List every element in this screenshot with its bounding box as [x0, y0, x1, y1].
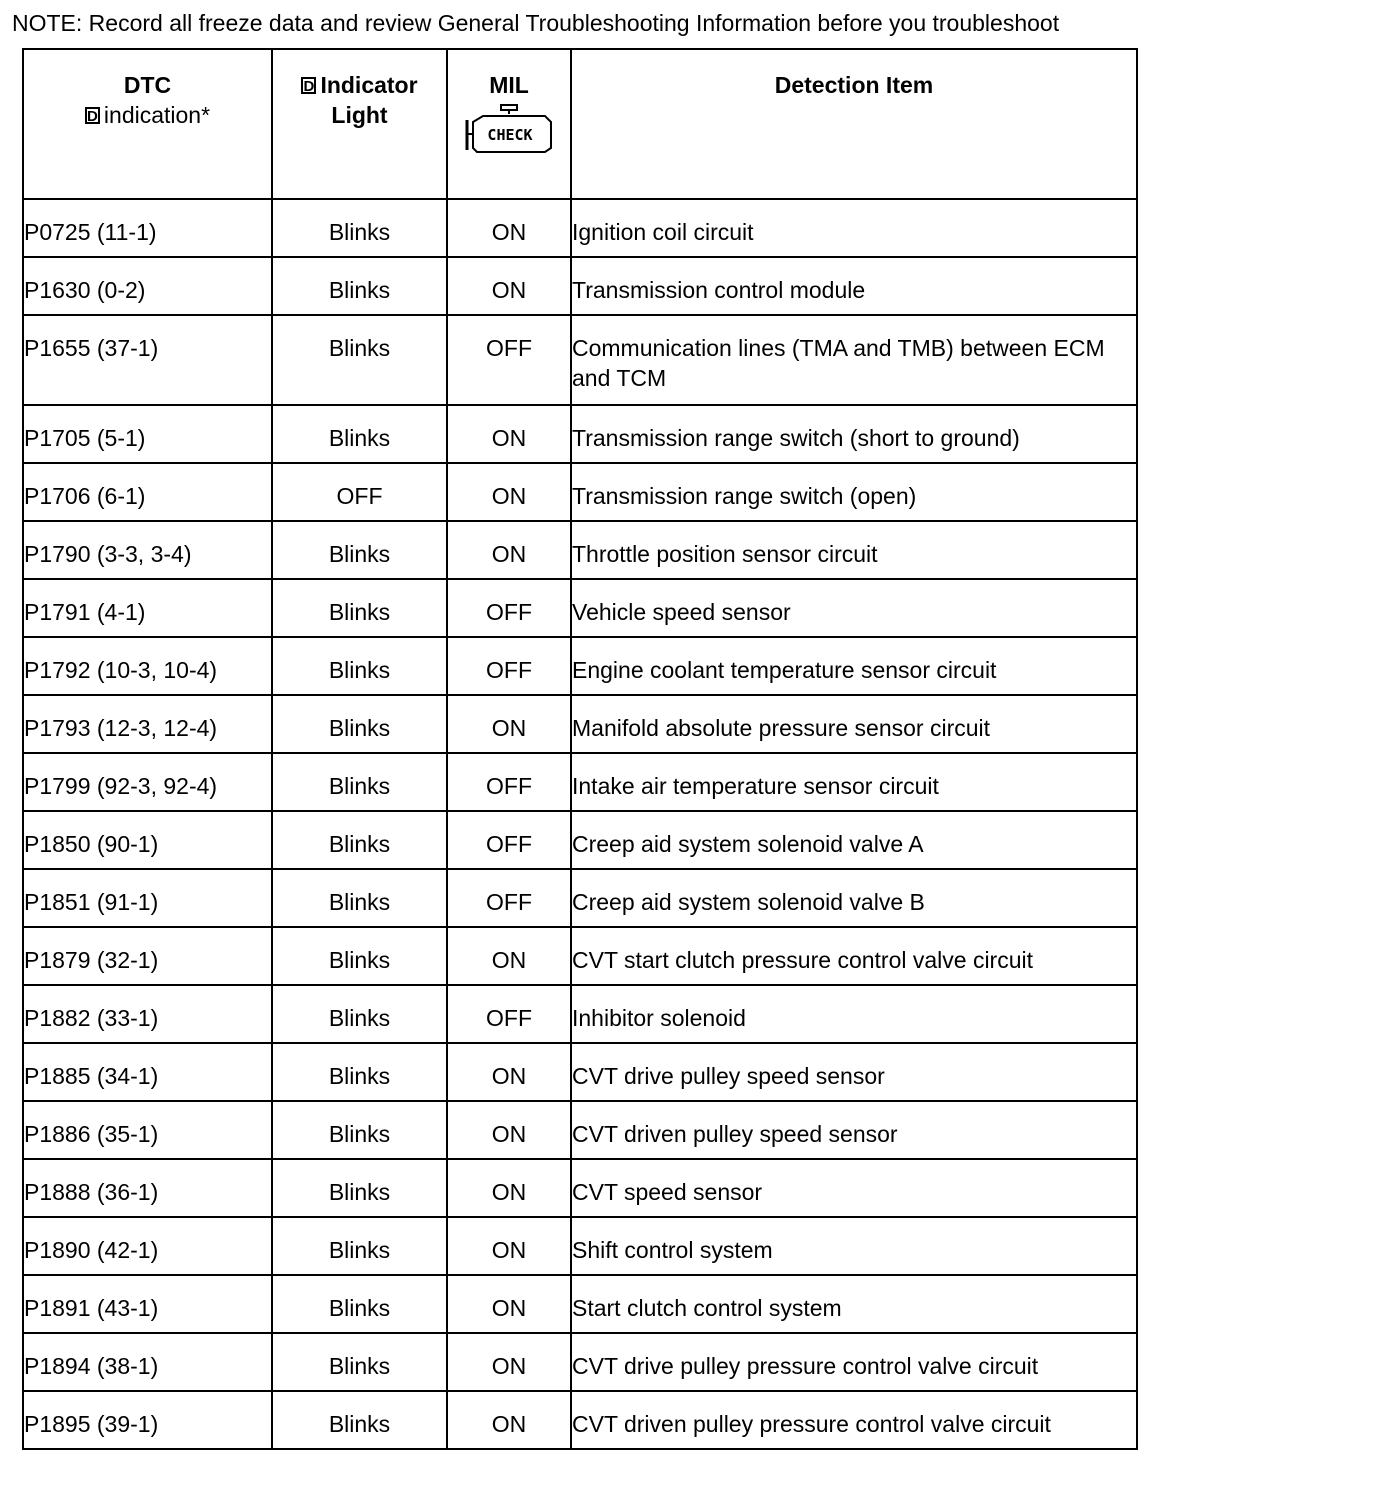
table-row [23, 1159, 1137, 1217]
indicator-light-cell: Blinks [272, 927, 447, 985]
mil-status-cell: ON [447, 927, 571, 985]
mil-status-cell: ON [447, 1043, 571, 1101]
dtc-code-cell: P1890 (42-1) [23, 1217, 272, 1275]
table-row [23, 1043, 1137, 1101]
detection-item-cell: Inhibitor solenoid [571, 985, 1137, 1043]
header-dtc-title: DTC [123, 72, 172, 98]
table-row [23, 1333, 1137, 1391]
detection-item-cell: Communication lines (TMA and TMB) between ECM and TCM [571, 315, 1137, 405]
check-engine-icon [461, 102, 557, 158]
mil-status-cell: OFF [447, 637, 571, 695]
dtc-table [22, 48, 1138, 1450]
indicator-light-cell: Blinks [272, 199, 447, 257]
mil-status-cell: OFF [447, 753, 571, 811]
indicator-light-cell: Blinks [272, 1391, 447, 1449]
indicator-light-cell: Blinks [272, 753, 447, 811]
dtc-code-cell: P1793 (12-3, 12-4) [23, 695, 272, 753]
table-row [23, 637, 1137, 695]
detection-item-cell: CVT speed sensor [571, 1159, 1137, 1217]
table-row [23, 405, 1137, 463]
detection-item-cell: Transmission range switch (open) [571, 463, 1137, 521]
mil-status-cell: ON [447, 1101, 571, 1159]
mil-status-cell: OFF [447, 869, 571, 927]
table-row [23, 1275, 1137, 1333]
mil-status-cell: OFF [447, 811, 571, 869]
dtc-code-cell: P1895 (39-1) [23, 1391, 272, 1449]
table-row [23, 985, 1137, 1043]
indicator-light-cell: Blinks [272, 637, 447, 695]
mil-status-cell: ON [447, 1217, 571, 1275]
detection-item-cell: Creep aid system solenoid valve A [571, 811, 1137, 869]
table-row [23, 579, 1137, 637]
dtc-code-cell: P1630 (0-2) [23, 257, 272, 315]
table-row [23, 695, 1137, 753]
header-indicator-subtitle: Light [331, 102, 388, 128]
table-row [23, 1217, 1137, 1275]
detection-item-cell: Intake air temperature sensor circuit [571, 753, 1137, 811]
mil-status-cell: ON [447, 1275, 571, 1333]
detection-item-cell: Engine coolant temperature sensor circuit [571, 637, 1137, 695]
table-row [23, 753, 1137, 811]
mil-status-cell: ON [447, 1333, 571, 1391]
table-row [23, 927, 1137, 985]
dtc-code-cell: P1705 (5-1) [23, 405, 272, 463]
mil-status-cell: ON [447, 257, 571, 315]
indicator-light-cell: Blinks [272, 257, 447, 315]
indicator-light-cell: Blinks [272, 985, 447, 1043]
dtc-code-cell: P1851 (91-1) [23, 869, 272, 927]
mil-status-cell: OFF [447, 579, 571, 637]
indicator-light-cell: Blinks [272, 1159, 447, 1217]
table-row [23, 521, 1137, 579]
mil-status-cell: ON [447, 199, 571, 257]
indicator-light-cell: Blinks [272, 405, 447, 463]
table-row [23, 1101, 1137, 1159]
table-row [23, 811, 1137, 869]
note-text: NOTE: Record all freeze data and review General Troubleshooting Information before you troubleshoot [12, 10, 1060, 36]
header-indicator-title: Indicator [320, 72, 418, 98]
dtc-code-cell: P1706 (6-1) [23, 463, 272, 521]
table-row [23, 199, 1137, 257]
dtc-code-cell: P0725 (11-1) [23, 199, 272, 257]
dtc-code-cell: P1799 (92-3, 92-4) [23, 753, 272, 811]
table-row [23, 315, 1137, 405]
check-engine-label: CHECK [487, 126, 533, 144]
indicator-light-cell: Blinks [272, 315, 447, 405]
header-mil [447, 49, 571, 199]
mil-status-cell: ON [447, 695, 571, 753]
dtc-code-cell: P1886 (35-1) [23, 1101, 272, 1159]
indicator-light-cell: Blinks [272, 1217, 447, 1275]
indicator-light-cell: Blinks [272, 1275, 447, 1333]
indicator-light-cell: Blinks [272, 579, 447, 637]
table-row [23, 463, 1137, 521]
detection-item-cell: Ignition coil circuit [571, 199, 1137, 257]
d-indicator-icon: D [85, 107, 100, 124]
detection-item-cell: Vehicle speed sensor [571, 579, 1137, 637]
mil-status-cell: ON [447, 1159, 571, 1217]
detection-item-cell: CVT start clutch pressure control valve circuit [571, 927, 1137, 985]
detection-item-cell: Manifold absolute pressure sensor circuit [571, 695, 1137, 753]
detection-item-cell: Transmission control module [571, 257, 1137, 315]
indicator-light-cell: Blinks [272, 869, 447, 927]
mil-status-cell: OFF [447, 315, 571, 405]
detection-item-cell: Transmission range switch (short to ground) [571, 405, 1137, 463]
mil-status-cell: ON [447, 521, 571, 579]
detection-item-cell: Shift control system [571, 1217, 1137, 1275]
dtc-code-cell: P1894 (38-1) [23, 1333, 272, 1391]
mil-status-cell: ON [447, 1391, 571, 1449]
indicator-light-cell: Blinks [272, 1043, 447, 1101]
mil-status-cell: OFF [447, 985, 571, 1043]
table-row [23, 257, 1137, 315]
mil-status-cell: ON [447, 405, 571, 463]
header-dtc-subtitle: indication* [103, 102, 211, 128]
header-mil-title: MIL [489, 72, 529, 98]
table-header-row [23, 49, 1137, 199]
header-dtc [23, 49, 272, 199]
dtc-code-cell: P1879 (32-1) [23, 927, 272, 985]
dtc-code-cell: P1850 (90-1) [23, 811, 272, 869]
dtc-code-cell: P1792 (10-3, 10-4) [23, 637, 272, 695]
indicator-light-cell: Blinks [272, 811, 447, 869]
header-indicator-light [272, 49, 447, 199]
detection-item-cell: CVT drive pulley speed sensor [571, 1043, 1137, 1101]
dtc-code-cell: P1888 (36-1) [23, 1159, 272, 1217]
dtc-code-cell: P1790 (3-3, 3-4) [23, 521, 272, 579]
indicator-light-cell: Blinks [272, 521, 447, 579]
detection-item-cell: CVT driven pulley pressure control valve circuit [571, 1391, 1137, 1449]
detection-item-cell: Throttle position sensor circuit [571, 521, 1137, 579]
detection-item-cell: CVT driven pulley speed sensor [571, 1101, 1137, 1159]
detection-item-cell: Start clutch control system [571, 1275, 1137, 1333]
mil-status-cell: ON [447, 463, 571, 521]
detection-item-cell: Creep aid system solenoid valve B [571, 869, 1137, 927]
detection-item-cell: CVT drive pulley pressure control valve circuit [571, 1333, 1137, 1391]
table-row [23, 869, 1137, 927]
indicator-light-cell: OFF [272, 463, 447, 521]
indicator-light-cell: Blinks [272, 1333, 447, 1391]
header-detection-item: Detection Item [571, 49, 1137, 199]
dtc-code-cell: P1791 (4-1) [23, 579, 272, 637]
dtc-code-cell: P1885 (34-1) [23, 1043, 272, 1101]
dtc-code-cell: P1891 (43-1) [23, 1275, 272, 1333]
table-row [23, 1391, 1137, 1449]
dtc-code-cell: P1655 (37-1) [23, 315, 272, 405]
indicator-light-cell: Blinks [272, 695, 447, 753]
d-indicator-icon: D [301, 77, 316, 94]
indicator-light-cell: Blinks [272, 1101, 447, 1159]
dtc-code-cell: P1882 (33-1) [23, 985, 272, 1043]
